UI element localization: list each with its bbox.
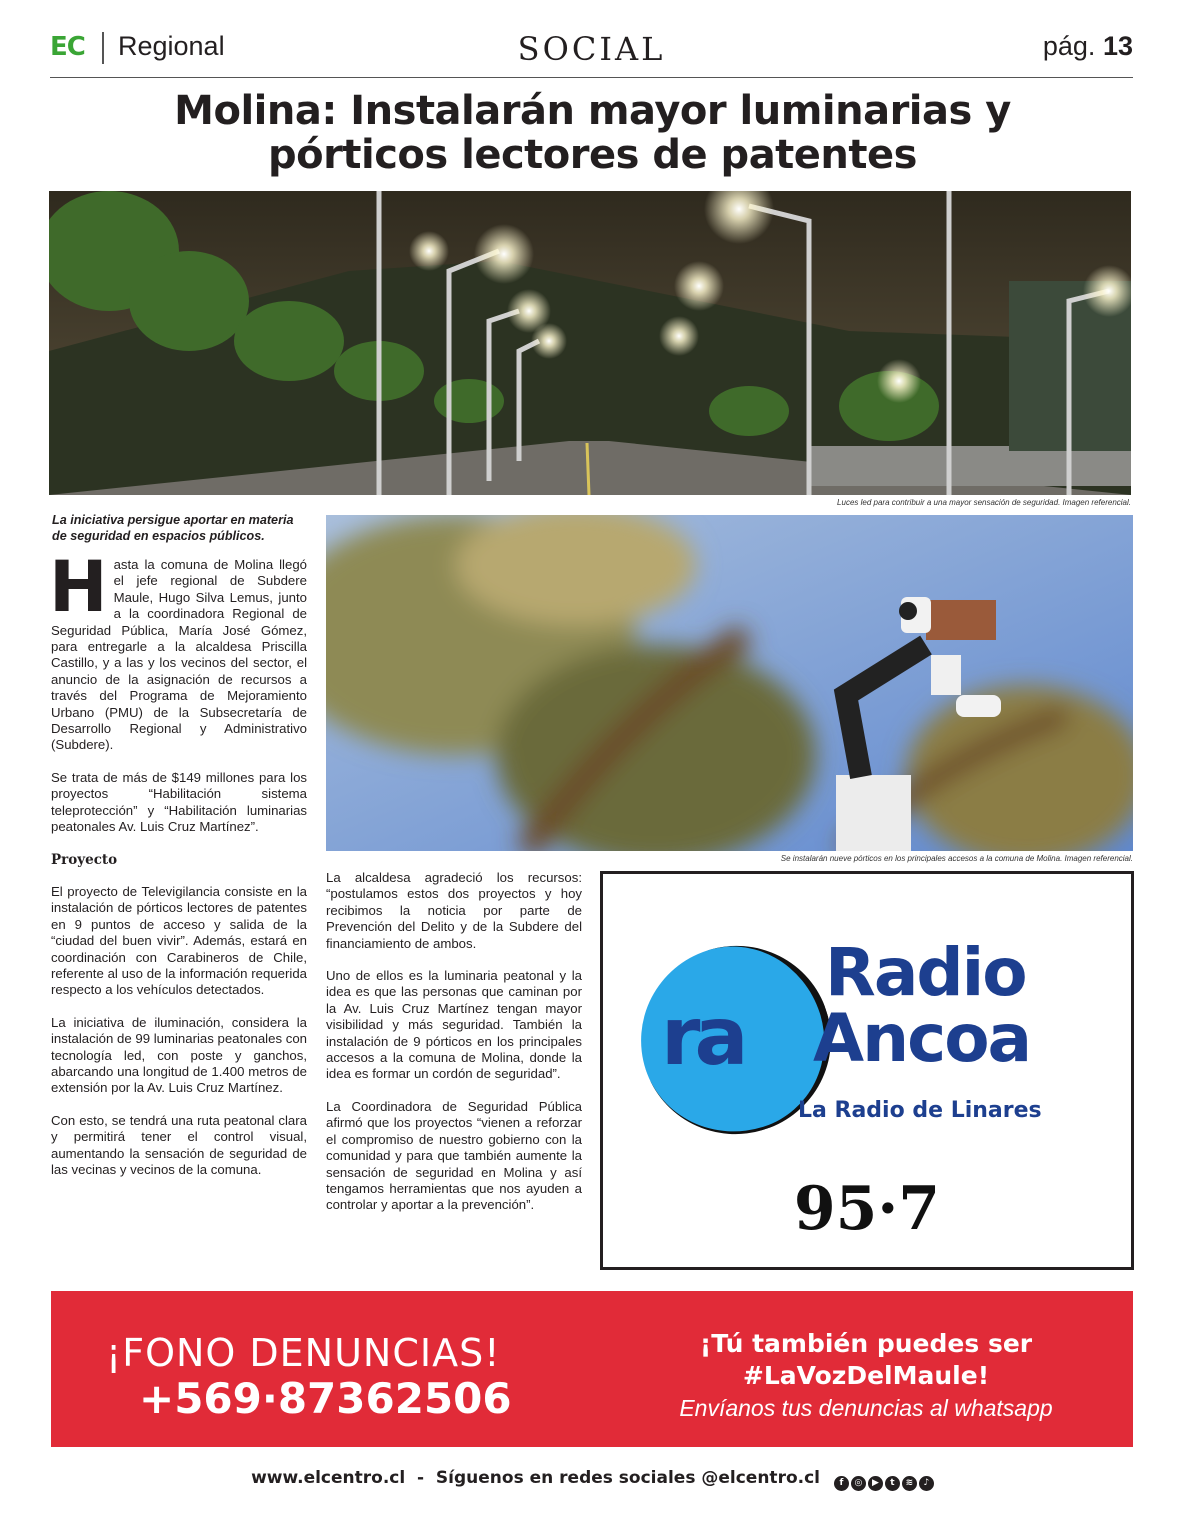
streetlights-photo [49,191,1131,495]
camera-pole-photo [326,515,1133,851]
banner-line1: ¡Tú también puedes ser [699,1329,1033,1358]
banner-title: ¡FONO DENUNCIAS! [106,1331,501,1375]
page-footer [0,1468,1185,1491]
instagram-icon[interactable]: ◎ [851,1476,866,1491]
page-number [1043,31,1133,62]
radio-tagline: La Radio de Linares [798,1098,1042,1123]
category-label: SOCIAL [517,30,666,68]
facebook-icon[interactable]: f [834,1476,849,1491]
article-paragraph: La Coordinadora de Seguridad Pública afirmó que los proyectos “vienen a reforzar el compromiso de nuestro gobierno con la comunidad y para que también aumente la sensación de seguridad en Molina y así tengamos herramientas que nos ayuden a controlar y aportar a la prevención”. [326,1098,582,1213]
radio-name-line1: Radio [825,934,1026,1011]
article-paragraph: La alcaldesa agradeció los recursos: “postulamos estos dos proyectos y hoy recibimos la noticia por parte de Prevención del Delito y de la Subdere del financiamiento de ambos. [326,870,582,951]
dropcap: H [49,546,108,628]
header-divider [102,32,104,64]
social-icons [834,1476,934,1491]
article-paragraph: Con esto, se tendrá una ruta peatonal clara y permitirá tener el control visual, aumentando la sensación de seguridad de las vecinas y vecinos de la comuna. [51,1112,307,1177]
article-paragraph: Hasta la comuna de Molina llegó el jefe regional de Subdere Maule, Hugo Silva Lemus, junto a la coordinadora Regional de Seguridad Pública, María José Gómez, para entregarle a la alcaldesa Priscilla Castillo, y a las y los vecinos del sector, el anuncio de la asignación de recursos a través del Programa de Mejoramiento Urbano (PMU) de la Subsecretaría de Desarrollo Regional y Administrativo (Subdere). [49,546,307,753]
radio-name-line2: Ancoa [813,1000,1031,1077]
radio-frequency: 95·7 [793,1174,941,1244]
banner-hashtag: #LaVozDelMaule! [742,1361,990,1390]
streetlights-illustration [49,191,1131,495]
section-label[interactable]: Regional [118,31,225,61]
page-header [50,28,1133,78]
youtube-icon[interactable]: ▶ [868,1476,883,1491]
photo1-caption: Luces led para contribuir a una mayor sensación de seguridad. Imagen referencial. [837,498,1131,507]
banner-line3: Envíanos tus denuncias al whatsapp [679,1395,1053,1421]
article-column-2 [326,870,582,1230]
banner-phone[interactable]: +569·87362506 [139,1374,512,1423]
article-paragraph: Se trata de más de $149 millones para los proyectos “Habilitación sistema teleprotección” y “Habilitación luminarias peatonales Av. Luis Cruz Martínez”. [51,769,307,835]
section-subhead: Proyecto [51,851,118,868]
page-number-value: 13 [1102,31,1133,61]
photo2-caption: Se instalarán nueve pórticos en los principales accesos a la comuna de Molina. Imagen referencial. [780,854,1133,863]
twitter-icon[interactable]: t [885,1476,900,1491]
radio-monogram: ra [661,990,743,1083]
spotify-icon[interactable]: ≋ [902,1476,917,1491]
article-paragraph: La iniciativa de iluminación, considera la instalación de 99 luminarias peatonales con tecnología led, con poste y ganchos, abarcando una longitud de 1.400 metros de extensión por la Av. Luis Cruz Martínez. [51,1014,307,1096]
fono-denuncias-banner[interactable] [51,1291,1133,1447]
article-paragraph: Uno de ellos es la luminaria peatonal y la idea es que las personas que caminan por la Av. Luis Cruz Martínez tengan mayor visibilidad y más seguridad. También la instalación de 9 pórticos en los principales accesos a la comuna de Molina, donde la idea es formar un cordón de seguridad”. [326,968,582,1082]
el-centro-logo[interactable]: EC [50,32,85,62]
tiktok-icon[interactable]: ♪ [919,1476,934,1491]
article-column-1 [49,546,307,1194]
camera-illustration [326,515,1133,851]
radio-ancoa-ad[interactable] [600,871,1134,1270]
article-lead: La iniciativa persigue aportar en materia de seguridad en espacios públicos. [52,513,294,543]
article-paragraph: El proyecto de Televigilancia consiste en la instalación de pórticos lectores de patentes en 9 puntos de acceso y salida de la “ciudad del buen vivir”. Además, estará en coordinación con Carabineros de Chile, referente al uso de la información requerida respecto a los vehículos detectados. [51,883,307,998]
page-label: pág. [1042,31,1096,61]
footer-text[interactable]: www.elcentro.cl - Síguenos en redes sociales @elcentro.cl [251,1468,820,1488]
article-headline: Molina: Instalarán mayor luminarias y pórticos lectores de patentes [174,88,1011,178]
